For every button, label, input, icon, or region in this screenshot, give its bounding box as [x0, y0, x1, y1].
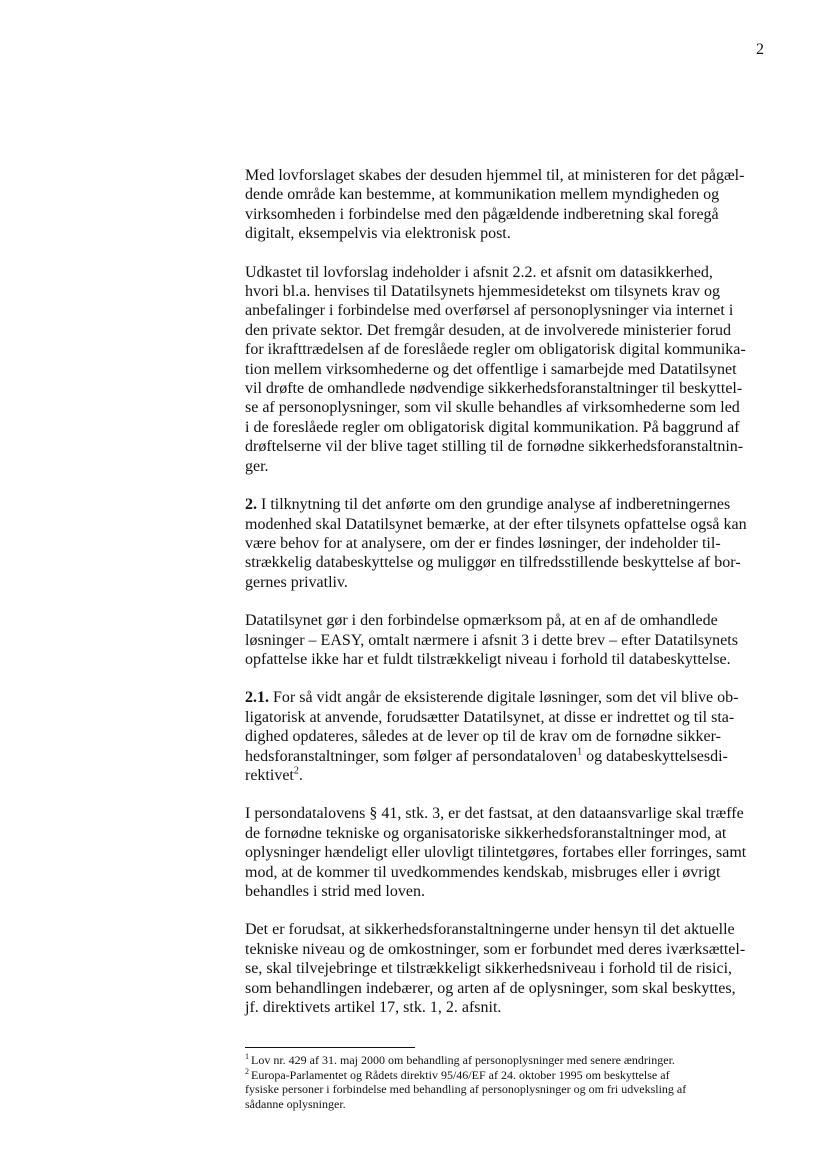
text-line: løsninger – EASY, omtalt nærmere i afsnit 3 i dette brev – efter Datatilsynets [245, 631, 738, 649]
paragraph-data-security [245, 263, 777, 476]
footnote-line: fysiske personer i forbindelse med behandling af personoplysninger og om fri udveksling af [245, 1082, 687, 1096]
text-line: drøftelserne vil der blive taget stilling til de fornødne sikkerhedsforanstaltnin- [245, 438, 744, 456]
text-line: dighed opdateres, således at de lever op til de krav om de fornødne sikker- [245, 728, 721, 746]
text-run: . [298, 766, 303, 784]
text-line: som behandlingen indebærer, og arten af de oplysninger, som skal beskyttes, [245, 979, 736, 997]
text-line: vil drøfte de omhandlede nødvendige sikkerhedsforanstaltninger til beskyttel- [245, 380, 743, 398]
text-line: Datatilsynet gør i den forbindelse opmærksom på, at en af de omhandlede [245, 612, 718, 630]
footnote-ref[interactable]: 1 [577, 746, 583, 758]
text-run: og databeskyttelsesdi- [582, 747, 728, 765]
text-line: mod, at de kommer til uvedkommendes kendskab, misbruges eller i øvrigt [245, 863, 721, 881]
text-line: anbefalinger i forbindelse med overførsel af personoplysninger via internet i [245, 302, 734, 320]
text-line: Med lovforslaget skabes der desuden hjemmel til, at ministeren for det pågæl- [245, 167, 745, 184]
text-run: hedsforanstaltninger, som følger af persondataloven [245, 747, 578, 765]
text-line: for ikrafttrædelsen af de foreslåede regler om obligatorisk digital kommunika- [245, 341, 746, 359]
footnote-ref[interactable]: 2 [293, 765, 299, 777]
text-run: rektivet [245, 766, 294, 784]
text-line: I persondatalovens § 41, stk. 3, er det fastsat, at den dataansvarlige skal træffe [245, 805, 744, 823]
text-line: dende område kan bestemme, at kommunikation mellem myndigheden og [245, 186, 720, 204]
text-line: tion mellem virksomhederne og det offentlige i samarbejde med Datatilsynet [245, 360, 737, 378]
footnotes [245, 1053, 777, 1111]
text-line: jf. direktivets artikel 17, stk. 1, 2. afsnit. [245, 999, 502, 1017]
footnote-line [245, 1068, 777, 1083]
footnote-1 [245, 1053, 777, 1068]
footnote-divider [245, 1047, 415, 1048]
text-run: I tilknytning til det anførte om den grundige analyse af indberetningernes [257, 496, 731, 514]
footnote-2 [245, 1068, 777, 1112]
text-line [245, 495, 777, 514]
paragraph-security-level [245, 920, 777, 1017]
page-number: 2 [756, 41, 764, 58]
text-line [245, 747, 777, 766]
text-line: se, skal tilvejebringe et tilstrækkeligt sikkerhedsniveau i forhold til de risici, [245, 960, 733, 978]
text-line: ger. [245, 457, 269, 475]
footnote-line: sådanne oplysninger. [245, 1096, 346, 1111]
text-line: ligatorisk at anvende, forudsætter Datatilsynet, at disse er indrettet og til sta- [245, 708, 735, 726]
section-2-paragraph [245, 495, 777, 592]
text-line: digitalt, eksempelvis via elektronisk post. [245, 225, 511, 243]
text-line [245, 688, 777, 707]
text-line: tekniske niveau og de omkostninger, som er forbundet med deres iværksættel- [245, 940, 746, 958]
text-line: modenhed skal Datatilsynet bemærke, at der efter tilsynets opfattelse også kan [245, 515, 747, 533]
paragraph-digital-communication [245, 166, 777, 244]
text-line: være behov for at analysere, om der er findes løsninger, der indeholder til- [245, 534, 721, 552]
text-run: Lov nr. 429 af 31. maj 2000 om behandling af personoplysninger med senere ændringer. [251, 1053, 675, 1067]
text-line: behandles i strid med loven. [245, 883, 425, 900]
footnote-marker: 1 [245, 1052, 249, 1061]
section-2-1-paragraph [245, 688, 777, 785]
text-run: Europa-Parlamentet og Rådets direktiv 95/46/EF af 24. oktober 1995 om beskyttelse af [251, 1067, 670, 1082]
text-line [245, 766, 777, 785]
text-line: den private sektor. Det fremgår desuden, at de involverede ministerier forud [245, 321, 732, 339]
text-line: Udkastet til lovforslag indeholder i afsnit 2.2. et afsnit om datasikkerhed, [245, 263, 713, 281]
section-number: 2. [245, 496, 257, 514]
text-line: hvori bl.a. henvises til Datatilsynets hjemmesidetekst om tilsynets krav og [245, 283, 721, 301]
text-line: Det er forudsat, at sikkerhedsforanstaltningerne under hensyn til det aktuelle [245, 921, 735, 939]
text-line: opfattelse ikke har et fuldt tilstrækkeligt niveau i forhold til databeskyttelse. [245, 650, 731, 668]
text-line: se af personoplysninger, som vil skulle behandles af virksomhederne som led [245, 399, 740, 417]
text-line: strækkelig databeskyttelse og muliggør en tilfredsstillende beskyttelse af bor- [245, 554, 741, 572]
text-line: de fornødne tekniske og organisatoriske sikkerhedsforanstaltninger mod, at [245, 824, 727, 842]
text-run: For så vidt angår de eksisterende digitale løsninger, som det vil blive ob- [269, 689, 739, 707]
text-line: i de foreslåede regler om obligatorisk digital kommunikation. På baggrund af [245, 418, 740, 436]
footnote-marker: 2 [245, 1066, 249, 1076]
text-line: oplysninger hændeligt eller ulovligt tilintetgøres, fortabes eller forringes, samt [245, 844, 747, 862]
section-number: 2.1. [245, 689, 269, 707]
paragraph-section-41 [245, 804, 777, 901]
letter-body [245, 166, 777, 1036]
text-line: gernes privatliv. [245, 573, 348, 591]
footnote-line [245, 1053, 777, 1068]
text-line: virksomheden i forbindelse med den pågældende indberetning skal foregå [245, 205, 719, 223]
paragraph-easy [245, 611, 777, 669]
